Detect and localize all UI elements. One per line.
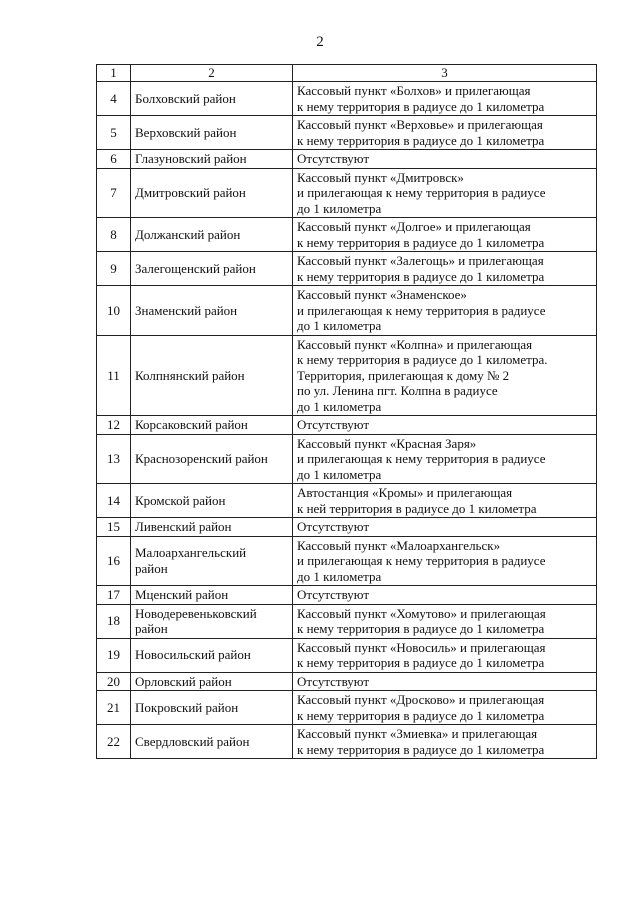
- table-row: [97, 672, 597, 691]
- row-number: 9: [97, 252, 131, 286]
- table-row: [97, 518, 597, 537]
- district-name: Колпнянский район: [131, 335, 293, 416]
- table-header-row: [97, 65, 597, 82]
- table-row: [97, 586, 597, 605]
- district-description: Кассовый пункт «Дросково» и прилегающая к нему территория в радиусе до 1 километра: [293, 691, 597, 725]
- district-name: Покровский район: [131, 691, 293, 725]
- row-number: 11: [97, 335, 131, 416]
- row-number: 15: [97, 518, 131, 537]
- district-name: Корсаковский район: [131, 416, 293, 435]
- district-name: Глазуновский район: [131, 150, 293, 169]
- row-number: 4: [97, 82, 131, 116]
- row-number: 8: [97, 218, 131, 252]
- table-row: [97, 536, 597, 586]
- district-description: Кассовый пункт «Колпна» и прилегающая к нему территория в радиусе до 1 километра. Территория, прилегающая к дому № 2 по ул. Ленина пгт. Колпна в радиусе до 1 километра: [293, 335, 597, 416]
- district-name: Новодеревеньковский район: [131, 604, 293, 638]
- district-name: Мценский район: [131, 586, 293, 605]
- row-number: 22: [97, 725, 131, 759]
- district-name: Болховский район: [131, 82, 293, 116]
- page-number: 2: [316, 34, 324, 50]
- district-description: Кассовый пункт «Хомутово» и прилегающая к нему территория в радиусе до 1 километра: [293, 604, 597, 638]
- column-header-district: 2: [131, 65, 293, 82]
- row-number: 17: [97, 586, 131, 605]
- row-number: 14: [97, 484, 131, 518]
- district-description: Отсутствуют: [293, 672, 597, 691]
- districts-table: [96, 64, 597, 759]
- row-number: 20: [97, 672, 131, 691]
- district-description: Отсутствуют: [293, 416, 597, 435]
- row-number: 5: [97, 116, 131, 150]
- district-description: Кассовый пункт «Болхов» и прилегающая к нему территория в радиусе до 1 километра: [293, 82, 597, 116]
- district-name: Ливенский район: [131, 518, 293, 537]
- table-body: [97, 65, 597, 759]
- district-name: Верховский район: [131, 116, 293, 150]
- district-description: Кассовый пункт «Малоархангельск» и прилегающая к нему территория в радиусе до 1 километра: [293, 536, 597, 586]
- district-name: Краснозоренский район: [131, 434, 293, 484]
- table-row: [97, 638, 597, 672]
- column-header-description: 3: [293, 65, 597, 82]
- row-number: 7: [97, 168, 131, 218]
- table-row: [97, 691, 597, 725]
- column-header-number: 1: [97, 65, 131, 82]
- table-row: [97, 286, 597, 336]
- table-row: [97, 116, 597, 150]
- district-description: Кассовый пункт «Змиевка» и прилегающая к нему территория в радиусе до 1 километра: [293, 725, 597, 759]
- district-name: Знаменский район: [131, 286, 293, 336]
- district-name: Орловский район: [131, 672, 293, 691]
- district-name: Залегощенский район: [131, 252, 293, 286]
- table-row: [97, 416, 597, 435]
- district-description: Кассовый пункт «Верховье» и прилегающая к нему территория в радиусе до 1 километра: [293, 116, 597, 150]
- district-description: Кассовый пункт «Красная Заря» и прилегающая к нему территория в радиусе до 1 километра: [293, 434, 597, 484]
- district-description: Отсутствуют: [293, 518, 597, 537]
- table-row: [97, 252, 597, 286]
- row-number: 19: [97, 638, 131, 672]
- district-name: Кромской район: [131, 484, 293, 518]
- row-number: 13: [97, 434, 131, 484]
- district-description: Кассовый пункт «Дмитровск» и прилегающая к нему территория в радиусе до 1 километра: [293, 168, 597, 218]
- table-row: [97, 168, 597, 218]
- table-row: [97, 335, 597, 416]
- district-name: Должанский район: [131, 218, 293, 252]
- table-row: [97, 725, 597, 759]
- district-description: Кассовый пункт «Залегощь» и прилегающая к нему территория в радиусе до 1 километра: [293, 252, 597, 286]
- table-row: [97, 218, 597, 252]
- row-number: 16: [97, 536, 131, 586]
- row-number: 12: [97, 416, 131, 435]
- district-description: Кассовый пункт «Знаменское» и прилегающая к нему территория в радиусе до 1 километра: [293, 286, 597, 336]
- district-description: Кассовый пункт «Новосиль» и прилегающая к нему территория в радиусе до 1 километра: [293, 638, 597, 672]
- district-description: Автостанция «Кромы» и прилегающая к ней территория в радиусе до 1 километра: [293, 484, 597, 518]
- row-number: 18: [97, 604, 131, 638]
- table-row: [97, 604, 597, 638]
- table-row: [97, 484, 597, 518]
- district-name: Новосильский район: [131, 638, 293, 672]
- table-row: [97, 150, 597, 169]
- row-number: 10: [97, 286, 131, 336]
- district-name: Свердловский район: [131, 725, 293, 759]
- district-name: Дмитровский район: [131, 168, 293, 218]
- row-number: 21: [97, 691, 131, 725]
- table-row: [97, 434, 597, 484]
- district-description: Кассовый пункт «Долгое» и прилегающая к нему территория в радиусе до 1 километра: [293, 218, 597, 252]
- district-name: Малоархангельский район: [131, 536, 293, 586]
- district-description: Отсутствуют: [293, 150, 597, 169]
- district-description: Отсутствуют: [293, 586, 597, 605]
- row-number: 6: [97, 150, 131, 169]
- table-row: [97, 82, 597, 116]
